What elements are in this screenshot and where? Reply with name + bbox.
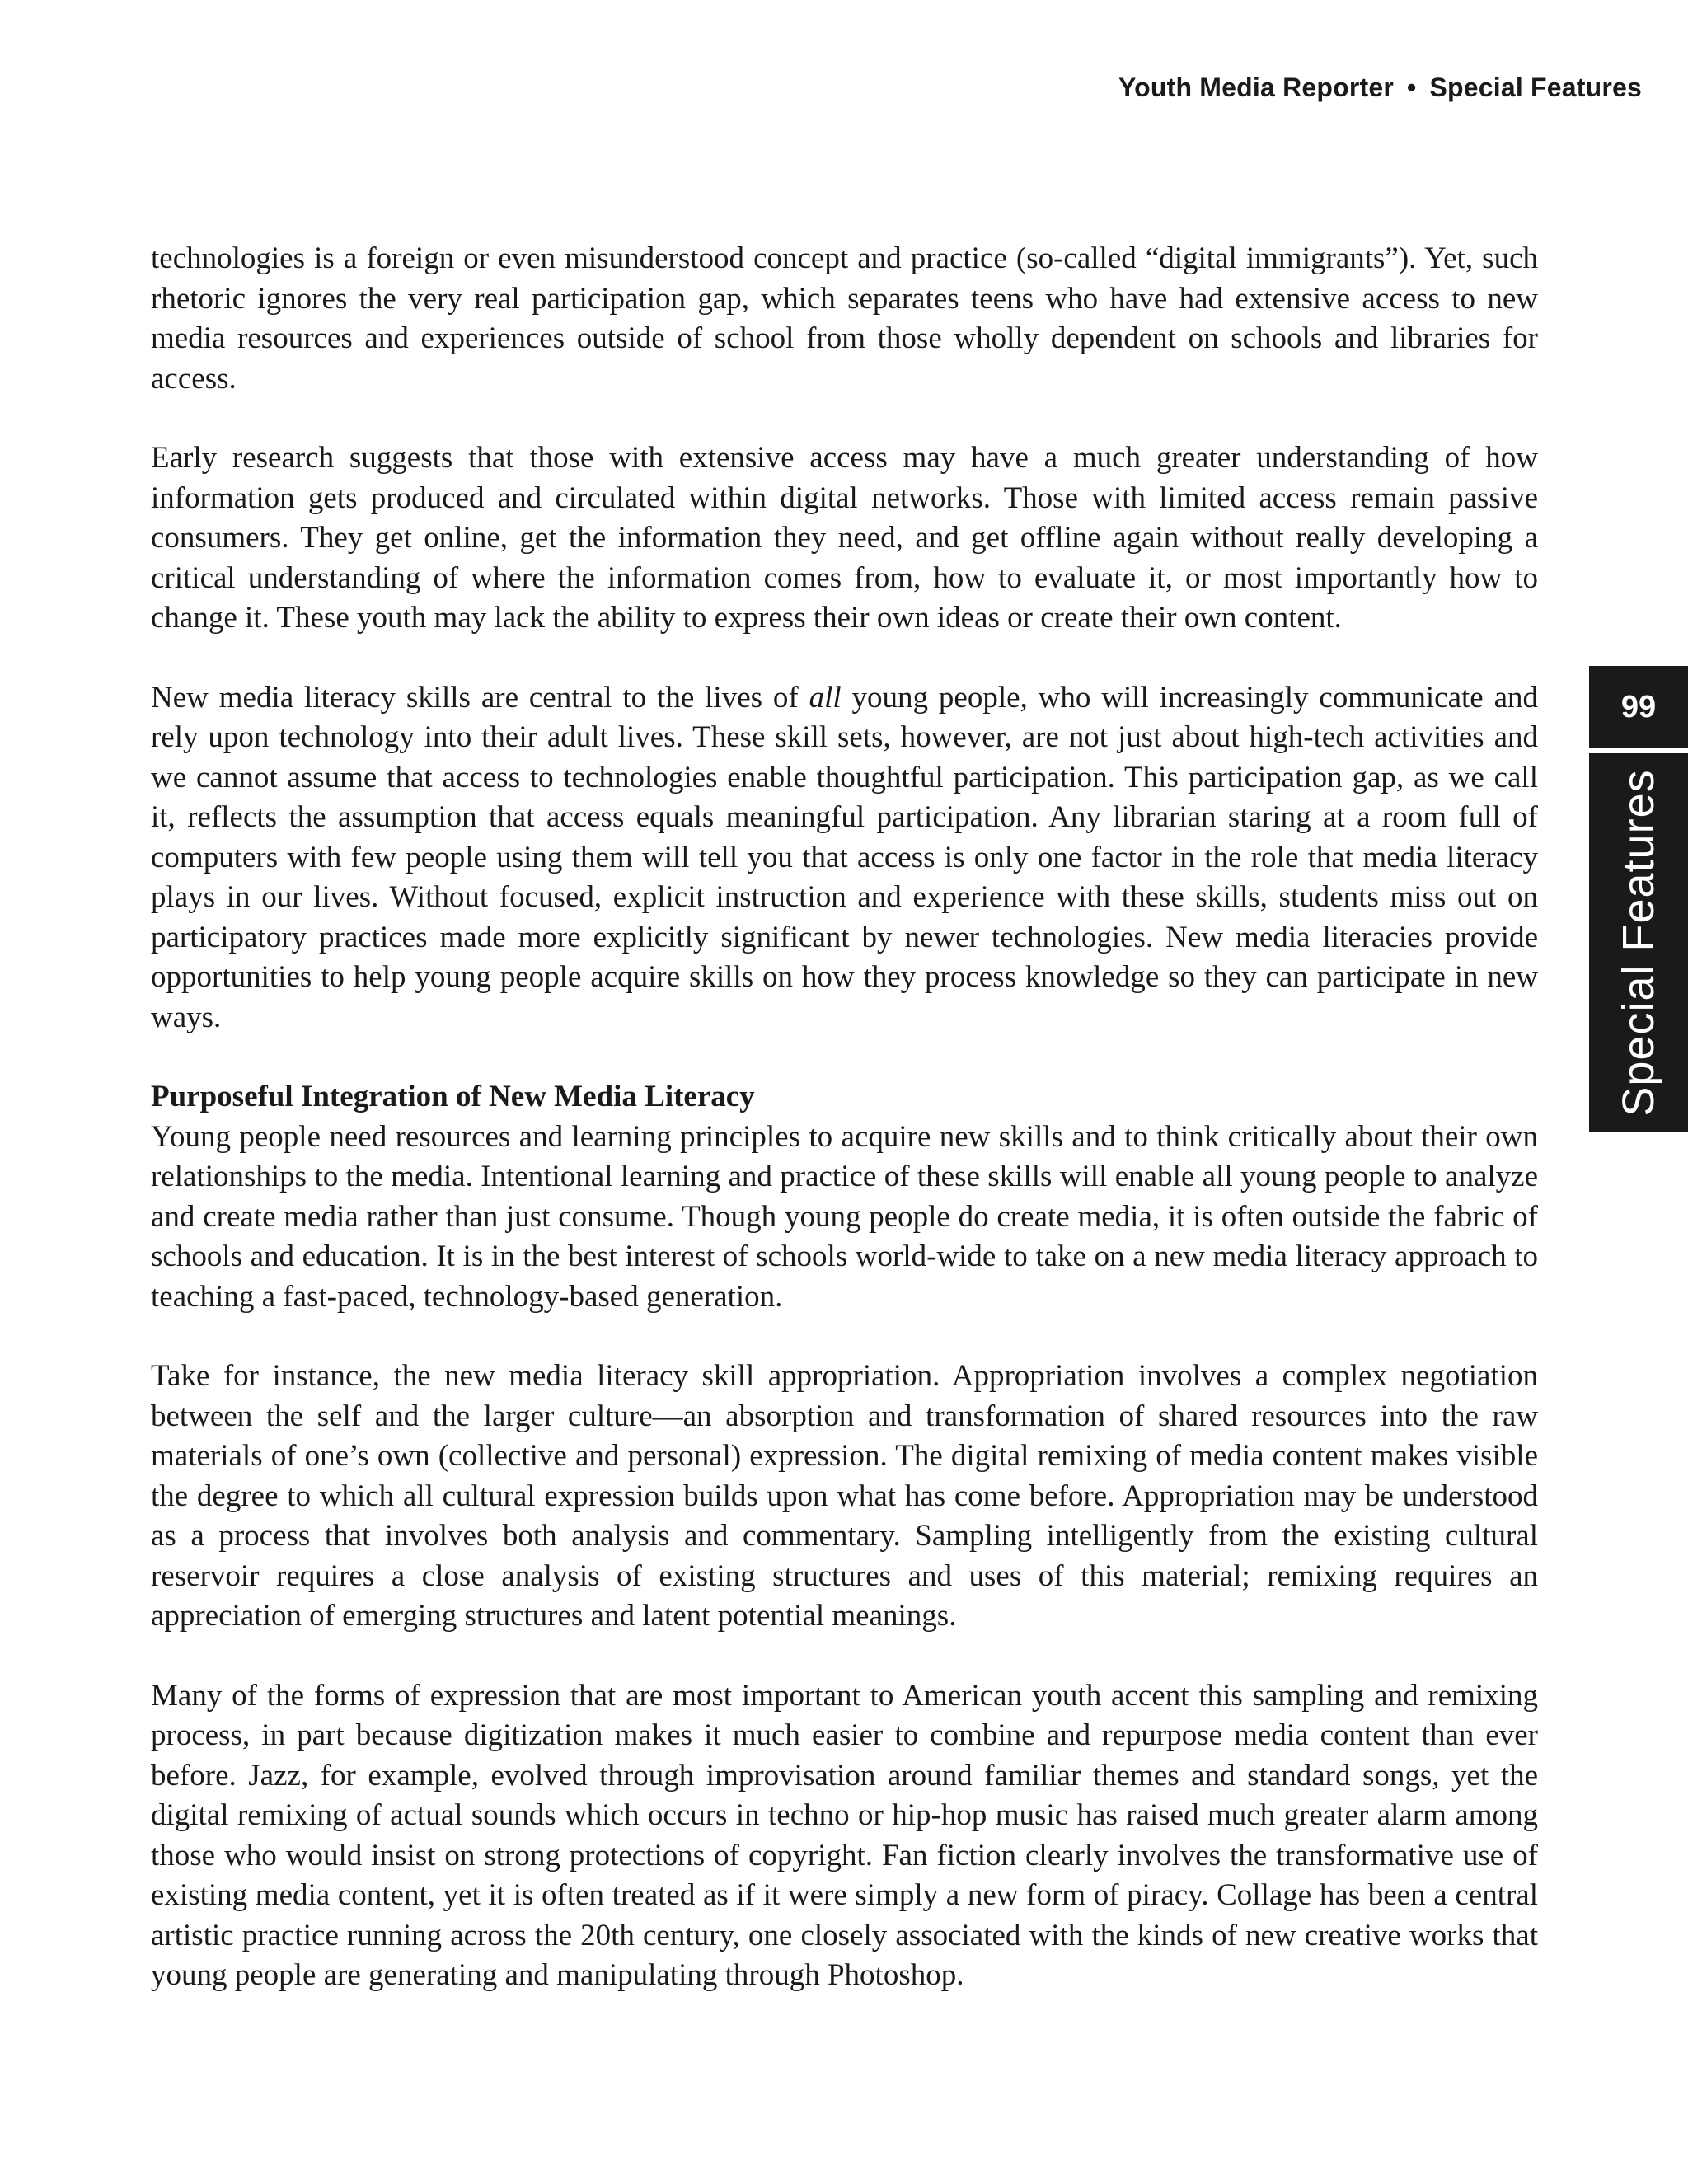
section-label-container [1589, 753, 1688, 1132]
page-number: 99 [1620, 689, 1657, 724]
paragraph-4: Young people need resources and learning principles to acquire new skills and to think critically about their own relationships to the media. Intentional learning and practice of these skills will enable all young people to analyze and create media rather than just consume. Though young people do create media, it is often outside the fabric of schools and education. It is in the best interest of schools world-wide to take on a new media literacy approach to teaching a fast-paced, technology-based generation. [151, 1119, 1538, 1314]
running-header [1118, 73, 1642, 103]
paragraph-2: Early research suggests that those with extensive access may have a much greater understanding of how information gets produced and circulated within digital networks. Those with limited access remain passive consumers. They get online, get the information they need, and get offline again without really developing a critical understanding of where the information comes from, how to evaluate it, or most importantly how to change it. These youth may lack the ability to express their own ideas or create their own content. [151, 441, 1538, 635]
article-body [151, 239, 1538, 2036]
paragraph-3-rest: young people, who will increasingly communicate and rely upon technology into their adult lives. These skill sets, however, are not just about high-tech activities and we cannot assume that access to technologies enable thoughtful participation. This participation gap, as we call it, reflects the assumption that access equals meaningful participation. Any librarian staring at a room full of computers with few people using them will tell you that access is only one factor in the role that media literacy plays in our lives. Without focused, explicit instruction and experience with these skills, students miss out on participatory practices made more explicitly significant by newer technologies. New media literacies provide opportunities to help young people acquire skills on how they process knowledge so they can participate in new ways. [151, 680, 1538, 1034]
paragraph-3 [151, 678, 1538, 1038]
emphasis-all: all [809, 680, 842, 715]
section-heading: Purposeful Integration of New Media Literacy [151, 1080, 755, 1113]
publication-title: Youth Media Reporter [1118, 73, 1395, 102]
paragraph-1: technologies is a foreign or even misunderstood concept and practice (so-called “digital immigrants”). Yet, such rhetoric ignores the very real participation gap, which separates teens who have had extensive access to new media resources and experiences outside of school from those wholly dependent on schools and libraries for access. [151, 241, 1538, 396]
header-bullet: • [1407, 73, 1417, 102]
paragraph-5: Take for instance, the new media literacy skill appropriation. Appropriation involves a complex negotiation between the self and the larger culture—an absorption and transformation of shared resources into the raw materials of one’s own (collective and personal) expression. The digital remixing of media content makes visible the degree to which all cultural expression builds upon what has come before. Appropriation may be understood as a process that involves both analysis and commentary. Sampling intelligently from the existing cultural reservoir requires a close analysis of existing structures and uses of this material; remixing requires an appreciation of emerging structures and latent potential meanings. [151, 1359, 1538, 1633]
header-section-title: Special Features [1429, 73, 1642, 102]
paragraph-6: Many of the forms of expression that are most important to American youth accent this sampling and remixing process, in part because digitization makes it much easier to combine and repurpose media content than ever before. Jazz, for example, evolved through improvisation around familiar themes and standard songs, yet the digital remixing of actual sounds which occurs in techno or hip-hop music has raised much greater alarm among those who would insist on strong protections of copyright. Fan fiction clearly involves the transformative use of existing media content, yet it is often treated as if it were simply a new form of piracy. Collage has been a central artistic practice running across the 20th century, one closely associated with the kinds of new creative works that young people are generating and manipulating through Photoshop. [151, 1678, 1538, 1992]
section-label: Special Features [1614, 769, 1663, 1117]
paragraph-3-lead: New media literacy skills are central to the lives of [151, 680, 809, 715]
section-tab [1589, 666, 1688, 1132]
